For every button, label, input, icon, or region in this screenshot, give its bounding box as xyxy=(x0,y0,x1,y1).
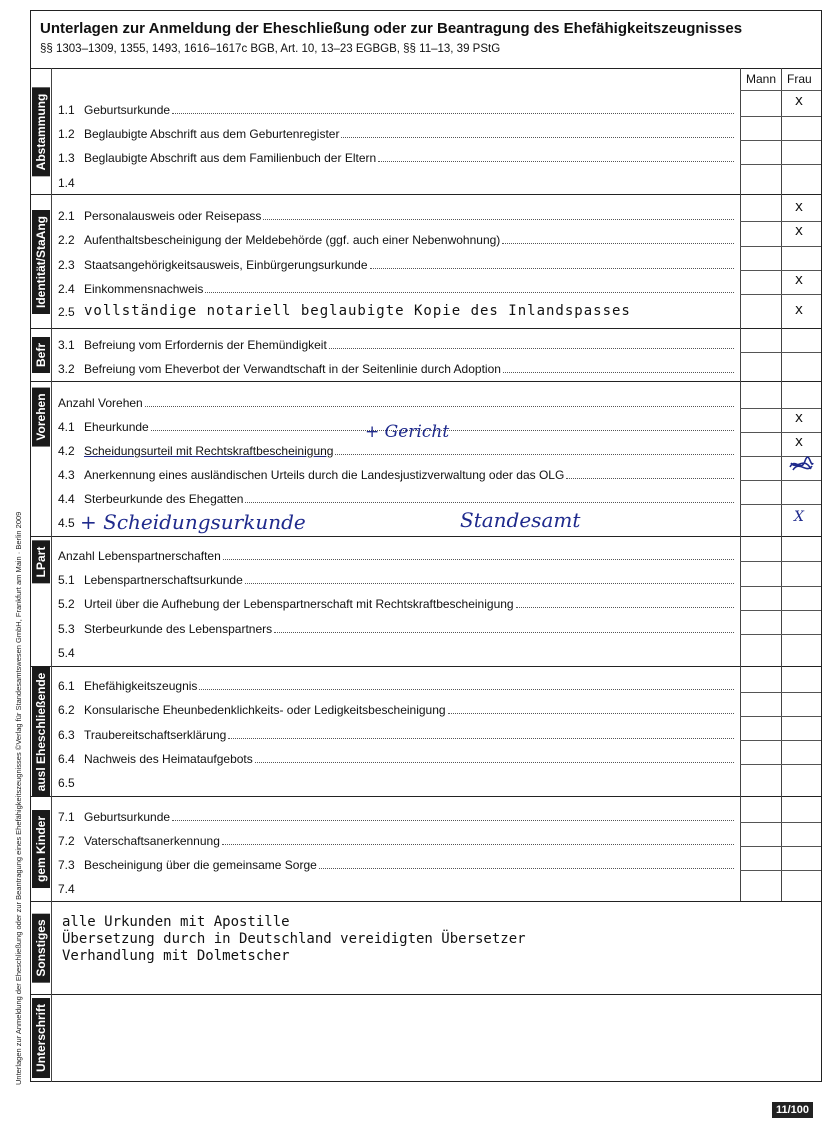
frau-column-divider xyxy=(781,68,782,901)
section-label-abstammung: Abstammung xyxy=(31,69,51,194)
check-row-line xyxy=(740,294,821,295)
form-row-6-2: 6.2 Konsularische Eheunbedenklichkeits- oder Ledigkeitsbescheinigung xyxy=(58,701,736,717)
signature-field[interactable] xyxy=(52,995,821,1081)
frau-check-2-5[interactable]: x xyxy=(794,302,804,318)
form-row-anzahl-vorehen: Anzahl Vorehen xyxy=(58,394,736,410)
handwritten-scheidungsurkunde: + Scheidungsurkunde xyxy=(80,510,306,534)
check-row-line xyxy=(740,164,821,165)
form-row-2-3: 2.3 Staatsangehörigkeitsausweis, Einbürgerungsurkunde xyxy=(58,256,736,272)
section-label-vorehen: Vorehen xyxy=(31,382,51,452)
handwritten-standesamt: Standesamt xyxy=(460,508,581,532)
section-separator xyxy=(31,901,821,902)
section-separator xyxy=(31,796,821,797)
section-separator xyxy=(31,381,821,382)
column-header-mann: Mann xyxy=(746,72,777,86)
form-row-3-2: 3.2 Befreiung vom Eheverbot der Verwandtschaft in der Seitenlinie durch Adoption xyxy=(58,360,736,376)
form-row-4-1: 4.1 Eheurkunde xyxy=(58,418,736,434)
sonstiges-line-3: Verhandlung mit Dolmetscher xyxy=(62,948,290,964)
check-row-line xyxy=(740,246,821,247)
form-row-5-1: 5.1 Lebenspartnerschaftsurkunde xyxy=(58,571,736,587)
form-row-7-3: 7.3 Bescheinigung über die gemeinsame Sorge xyxy=(58,856,736,872)
page-number: 11/100 xyxy=(772,1102,813,1118)
check-row-line xyxy=(740,586,821,587)
form-row-1-2: 1.2 Beglaubigte Abschrift aus dem Geburtenregister xyxy=(58,125,736,141)
check-row-line xyxy=(740,740,821,741)
form-row-1-1: 1.1 Geburtsurkunde xyxy=(58,101,736,117)
form-row-4-2: 4.2 Scheidungsurteil mit Rechtskraftbescheinigung xyxy=(58,442,736,458)
side-copyright-text: Unterlagen zur Anmeldung der Eheschließung oder zur Beantragung eines Ehefähigkeitszeugnisses ©Verlag für Standesamtswesen GmbH, Frankfurt am Main · Berlin 2009 xyxy=(14,511,23,1085)
frau-check-2-2[interactable]: x xyxy=(794,223,804,239)
sonstiges-line-1: alle Urkunden mit Apostille xyxy=(62,914,290,930)
frau-check-1-1[interactable]: x xyxy=(794,93,804,109)
form-legal-reference: §§ 1303–1309, 1355, 1493, 1616–1617c BGB, Art. 10, 13–23 EGBGB, §§ 11–13, 39 PStG xyxy=(40,43,501,55)
scribble-mark xyxy=(787,455,815,475)
sidebar-divider xyxy=(51,68,52,1082)
form-row-6-4: 6.4 Nachweis des Heimataufgebots xyxy=(58,750,736,766)
check-row-line xyxy=(740,561,821,562)
check-row-line xyxy=(740,140,821,141)
form-row-4-4: 4.4 Sterbeurkunde des Ehegatten xyxy=(58,490,736,506)
form-row-1-4: 1.4 xyxy=(58,176,75,190)
check-row-line xyxy=(740,408,821,409)
section-label-identitaet: Identität/StaAng xyxy=(31,195,51,328)
check-row-line xyxy=(740,270,821,271)
column-header-line xyxy=(740,90,821,91)
section-separator xyxy=(31,194,821,195)
form-row-5-2: 5.2 Urteil über die Aufhebung der Lebenspartnerschaft mit Rechtskraftbescheinigung xyxy=(58,595,736,611)
form-row-5-4: 5.4 xyxy=(58,646,75,660)
form-row-6-5: 6.5 xyxy=(58,776,75,790)
check-row-line xyxy=(740,870,821,871)
section-label-lpart: LPart xyxy=(31,537,51,587)
check-row-line xyxy=(740,692,821,693)
section-separator xyxy=(31,536,821,537)
frau-check-2-4[interactable]: x xyxy=(794,272,804,288)
section-label-unterschrift: Unterschrift xyxy=(31,995,51,1081)
form-row-4-5: 4.5 xyxy=(58,516,75,530)
form-row-1-3: 1.3 Beglaubigte Abschrift aus dem Familienbuch der Eltern xyxy=(58,149,736,165)
section-separator xyxy=(31,666,821,667)
check-row-line xyxy=(740,764,821,765)
handwritten-gericht: + Gericht xyxy=(365,422,450,442)
form-row-6-1: 6.1 Ehefähigkeitszeugnis xyxy=(58,677,736,693)
form-row-anzahl-lebenspartnerschaften: Anzahl Lebenspartnerschaften xyxy=(58,547,736,563)
form-row-7-4: 7.4 xyxy=(58,882,75,896)
form-row-2-1: 2.1 Personalausweis oder Reisepass xyxy=(58,207,736,223)
check-row-line xyxy=(740,846,821,847)
check-row-line xyxy=(740,116,821,117)
form-row-7-2: 7.2 Vaterschaftsanerkennung xyxy=(58,832,736,848)
form-row-5-3: 5.3 Sterbeurkunde des Lebenspartners xyxy=(58,620,736,636)
form-title: Unterlagen zur Anmeldung der Eheschließung oder zur Beantragung des Ehefähigkeitszeugnisses xyxy=(40,20,743,37)
check-row-line xyxy=(740,634,821,635)
section-label-kinder: gem Kinder xyxy=(31,797,51,901)
section-label-ehe: ausl Eheschließende xyxy=(31,667,51,796)
frau-check-4-1[interactable]: x xyxy=(794,410,804,426)
frau-check-4-5[interactable]: X xyxy=(794,509,804,525)
check-row-line xyxy=(740,480,821,481)
section-label-befreiung: Befr xyxy=(31,329,51,381)
form-row-4-3: 4.3 Anerkennung eines ausländischen Urteils durch die Landesjustizverwaltung oder das OLG xyxy=(58,466,736,482)
check-row-line xyxy=(740,822,821,823)
form-row-2-4: 2.4 Einkommensnachweis xyxy=(58,280,736,296)
check-row-line xyxy=(740,352,821,353)
check-row-line xyxy=(740,716,821,717)
section-label-sonstiges: Sonstiges xyxy=(31,902,51,994)
frau-check-2-1[interactable]: x xyxy=(794,199,804,215)
form-row-2-5: 2.5 vollständige notariell beglaubigte Kopie des Inlandspasses xyxy=(58,303,631,319)
frau-check-4-2[interactable]: x xyxy=(794,434,804,450)
form-row-7-1: 7.1 Geburtsurkunde xyxy=(58,808,736,824)
mann-column-divider xyxy=(740,68,741,901)
form-row-6-3: 6.3 Traubereitschaftserklärung xyxy=(58,726,736,742)
form-row-2-2: 2.2 Aufenthaltsbescheinigung der Meldebehörde (ggf. auch einer Nebenwohnung) xyxy=(58,231,736,247)
check-row-line xyxy=(740,610,821,611)
check-row-line xyxy=(740,504,821,505)
check-row-line xyxy=(740,432,821,433)
sonstiges-line-2: Übersetzung durch in Deutschland vereidigten Übersetzer xyxy=(62,931,526,947)
column-header-frau: Frau xyxy=(787,72,812,86)
section-separator xyxy=(31,328,821,329)
form-row-3-1: 3.1 Befreiung vom Erfordernis der Ehemündigkeit xyxy=(58,336,736,352)
header-separator xyxy=(31,68,821,69)
check-row-line xyxy=(740,221,821,222)
